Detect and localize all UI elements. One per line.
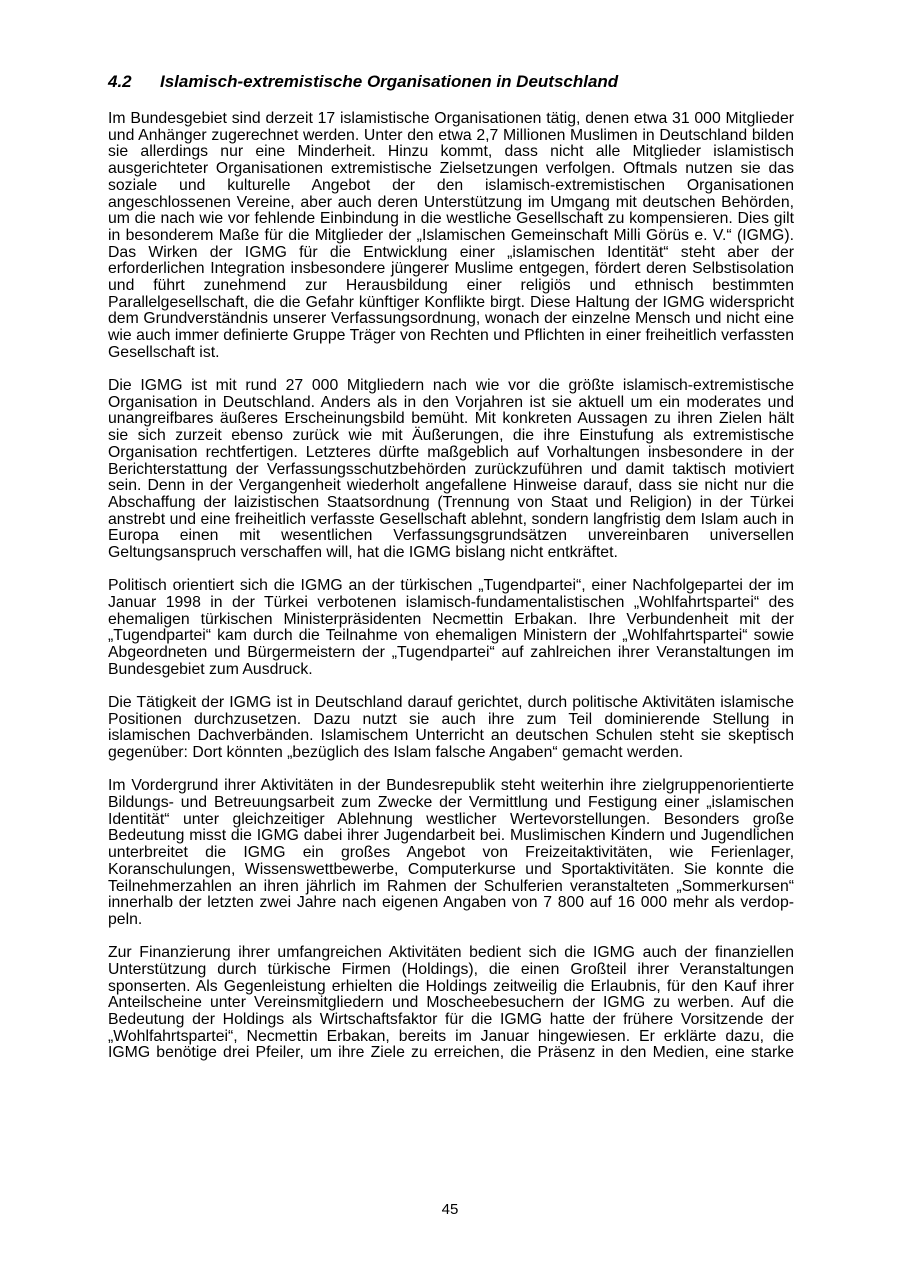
section-title: Islamisch-extremistische Organisationen in Deutschland <box>160 72 619 91</box>
paragraph: Im Vordergrund ihrer Aktivitäten in der Bundesrepublik steht weiterhin ihre zielgruppenorientierte Bildungs- und Betreuungsarbeit zum Zwecke der Vermittlung und Festigung einer „islamischen Identität“ unter gleichzeitiger Ablehnung westlicher Wertevorstellungen. Besonders große Bedeutung misst die IGMG dabei ihrer Jugendarbeit bei. Muslimischen Kindern und Jugendlichen unterbreitet die IGMG ein großes Angebot von Freizeitaktivitäten, wie Ferienlager, Koranschulungen, Wissenswettbewerbe, Computerkurse und Sportaktivitäten. Sie konnte die Teilnehmerzahlen an ihren jährlich im Rahmen der Schulferien veranstalteten „Sommerkursen“ innerhalb der letzten zwei Jahre nach eigenen Angaben von 7 800 auf 16 000 mehr als verdoppeln. <box>108 777 794 928</box>
paragraph: Zur Finanzierung ihrer umfangreichen Aktivitäten bedient sich die IGMG auch der finanziellen Unterstützung durch türkische Firmen (Holdings), die einen Großteil ihrer Veranstaltungen sponserten. Als Gegenleistung erhielten die Holdings zeitweilig die Erlaubnis, für den Kauf ihrer Anteilscheine unter Vereinsmitgliedern und Moscheebesuchern der IGMG zu werben. Auf die Bedeutung der Holdings als Wirtschaftsfaktor für die IGMG hatte der frühere Vorsitzende der „Wohlfahrtspartei“, Necmettin Erbakan, bereits im Januar hingewiesen. Er erklärte dazu, die IGMG benötige drei Pfeiler, um ihre Ziele zu erreichen, die Präsenz in den Medien, eine starke <box>108 944 794 1062</box>
paragraph: Im Bundesgebiet sind derzeit 17 islamistische Organisationen tätig, denen etwa 31 000 Mitglieder und Anhänger zugerechnet werden. Unter den etwa 2,7 Millionen Muslimen in Deutschland bilden sie allerdings nur eine Minderheit. Hinzu kommt, dass nicht alle Mitglieder islamistisch ausgerichteter Organisationen extremistische Zielsetzungen verfolgen. Oftmals nutzen sie das soziale und kulturelle Angebot der den islamisch-extremistischen Organisationen angeschlossenen Vereine, aber auch deren Unterstützung im Umgang mit deutschen Behörden, um die nach wie vor fehlende Einbindung in die westliche Gesellschaft zu kompensieren. Dies gilt in besonderem Maße für die Mitglieder der „Islamischen Gemeinschaft Milli Görüs e. V.“ (IGMG). Das Wirken der IGMG für die Entwicklung einer „islamischen Identität“ steht aber der erforderlichen Integration insbesondere jüngerer Muslime entgegen, fördert deren Selbstisolation und führt zunehmend zur Herausbildung einer religiös und ethnisch bestimmten Parallelgesellschaft, die die Gefahr künftiger Konflikte birgt. Diese Haltung der IGMG widerspricht dem Grundverständnis unserer Verfassungsordnung, wonach der einzelne Mensch und nicht eine wie auch immer definierte Gruppe Träger von Rechten und Pflichten in einer freiheitlich verfassten Gesellschaft ist. <box>108 110 794 361</box>
section-heading <box>108 71 798 93</box>
body-text <box>108 111 794 1079</box>
paragraph: Die IGMG ist mit rund 27 000 Mitgliedern nach wie vor die größte islamisch-extremistische Organisation in Deutschland. Anders als in den Vorjahren ist sie aktuell um ein moderates und unangreifbares äußeres Erscheinungsbild bemüht. Mit konkreten Aussagen zu ihren Zielen hält sie sich zurzeit ebenso zurück wie mit Äußerungen, die ihre Einstufung als extremistische Organisation rechtfertigen. Letzteres dürfte maßgeblich auf Vorhaltungen insbesondere in der Berichterstattung der Verfassungsschutzbehörden zurückzuführen und damit taktisch motiviert sein. Denn in der Vergangenheit wiederholt angefallene Hinweise darauf, dass sie nicht nur die Abschaffung der laizistischen Staatsordnung (Trennung von Staat und Religion) in der Türkei anstrebt und eine freiheitlich verfasste Gesellschaft ablehnt, sondern langfristig dem Islam auch in Europa einen mit wesentlichen Verfassungsgrundsätzen unvereinbaren universellen Geltungsanspruch verschaffen will, hat die IGMG bislang nicht entkräftet. <box>108 377 794 562</box>
paragraph: Die Tätigkeit der IGMG ist in Deutschland darauf gerichtet, durch politische Aktivitäten islamische Positionen durchzusetzen. Dazu nutzt sie auch ihre zum Teil dominierende Stellung in islamischen Dachverbänden. Islamischem Unterricht an deutschen Schulen steht sie skeptisch gegenüber: Dort könnten „bezüglich des Islam falsche Angaben“ gemacht werden. <box>108 694 794 762</box>
section-number: 4.2 <box>108 72 132 91</box>
page-number: 45 <box>441 1201 459 1218</box>
paragraph: Politisch orientiert sich die IGMG an der türkischen „Tugendpartei“, einer Nachfolgepartei der im Januar 1998 in der Türkei verbotenen islamisch-fundamentalistischen „Wohlfahrtspartei“ des ehemaligen türkischen Ministerpräsidenten Necmettin Erbakan. Ihre Verbundenheit mit der „Tugendpartei“ kam durch die Teilnahme von ehemaligen Ministern der „Wohlfahrtspartei“ sowie Abgeordneten und Bürgermeistern der „Tugendpartei“ auf zahlreichen ihrer Veranstaltungen im Bundesgebiet zum Ausdruck. <box>108 577 794 678</box>
